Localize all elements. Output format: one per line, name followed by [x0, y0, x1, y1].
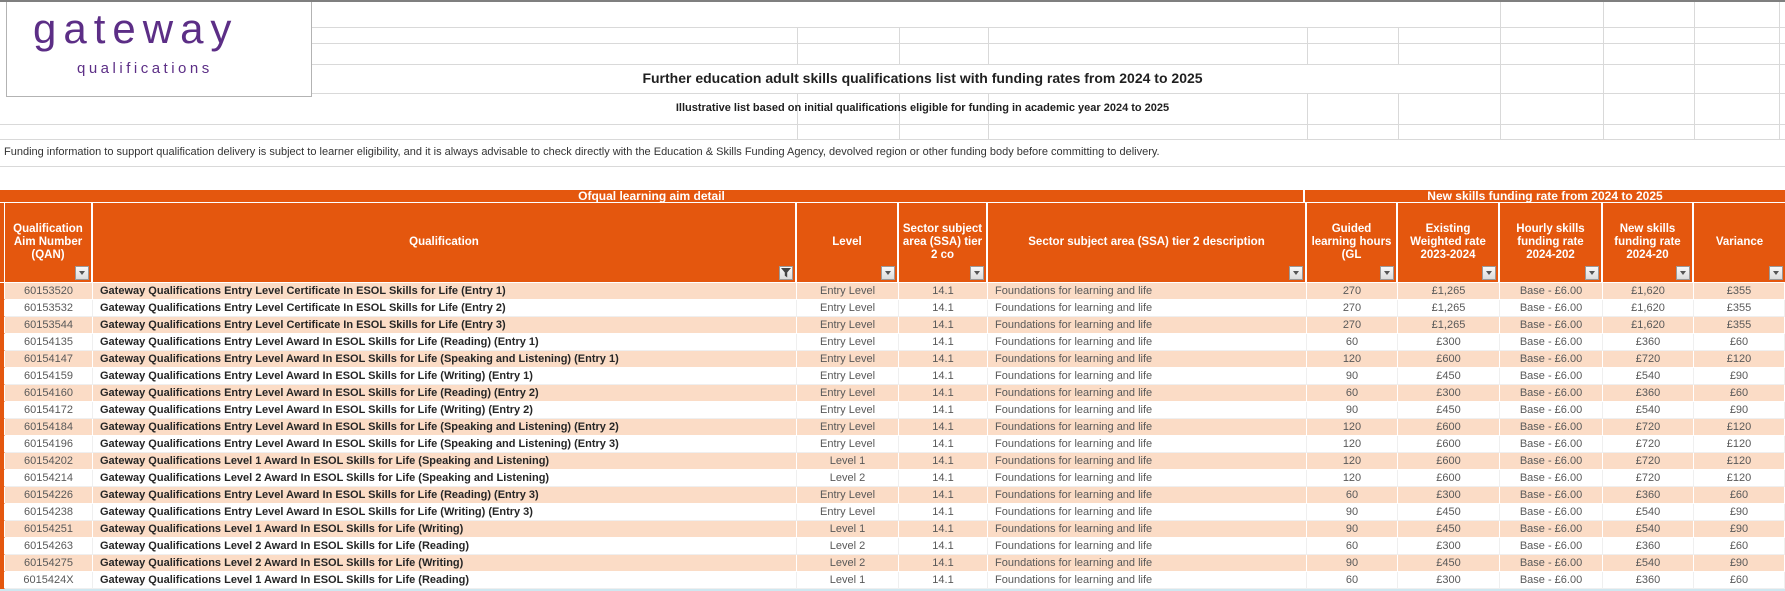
cell-ssa-tier2-code[interactable]: 14.1 — [899, 436, 988, 453]
cell-qan[interactable]: 60154135 — [5, 334, 93, 351]
cell-variance[interactable]: £60 — [1694, 487, 1785, 504]
column-header-level — [797, 203, 899, 282]
cell-variance[interactable]: £355 — [1694, 300, 1785, 317]
cell-ssa-tier2-code[interactable]: 14.1 — [899, 368, 988, 385]
cell-qualification[interactable]: Gateway Qualifications Entry Level Award In ESOL Skills for Life (Speaking and Listening) (Entry 2) — [93, 419, 797, 436]
cell-ssa-tier2-code[interactable]: 14.1 — [899, 538, 988, 555]
filter-button-existing-weighted-rate[interactable] — [1482, 266, 1496, 280]
cell-existing-weighted-rate[interactable]: £600 — [1398, 419, 1500, 436]
cell-guided-learning-hours[interactable]: 60 — [1307, 572, 1398, 589]
table-row — [0, 538, 1785, 555]
cell-qualification[interactable]: Gateway Qualifications Entry Level Award In ESOL Skills for Life (Speaking and Listening) (Entry 1) — [93, 351, 797, 368]
cell-new-skills-funding-rate[interactable]: £1,620 — [1603, 283, 1694, 300]
cell-ssa-tier2-description[interactable]: Foundations for learning and life — [988, 436, 1307, 453]
cell-level[interactable]: Entry Level — [797, 385, 899, 402]
cell-new-skills-funding-rate[interactable]: £540 — [1603, 521, 1694, 538]
cell-hourly-skills-funding-rate[interactable]: Base - £6.00 — [1500, 334, 1603, 351]
cell-hourly-skills-funding-rate[interactable]: Base - £6.00 — [1500, 402, 1603, 419]
table-body — [0, 283, 1785, 589]
table-row — [0, 470, 1785, 487]
cell-qualification[interactable]: Gateway Qualifications Entry Level Award In ESOL Skills for Life (Writing) (Entry 1) — [93, 368, 797, 385]
cell-qan[interactable]: 6015424X — [5, 572, 93, 589]
cell-qualification[interactable]: Gateway Qualifications Entry Level Award In ESOL Skills for Life (Reading) (Entry 1) — [93, 334, 797, 351]
band-new-skills-funding-rate: New skills funding rate from 2024 to 2025 — [1305, 190, 1785, 202]
cell-hourly-skills-funding-rate[interactable]: Base - £6.00 — [1500, 487, 1603, 504]
cell-existing-weighted-rate[interactable]: £1,265 — [1398, 283, 1500, 300]
cell-guided-learning-hours[interactable]: 120 — [1307, 470, 1398, 487]
filter-button-qan[interactable] — [75, 266, 89, 280]
filter-button-ssa-tier2-description[interactable] — [1289, 266, 1303, 280]
cell-guided-learning-hours[interactable]: 120 — [1307, 436, 1398, 453]
table-row — [0, 487, 1785, 504]
table-row — [0, 453, 1785, 470]
cell-level[interactable]: Level 2 — [797, 470, 899, 487]
column-header-label: Variance — [1715, 236, 1764, 248]
cell-ssa-tier2-description[interactable]: Foundations for learning and life — [988, 402, 1307, 419]
cell-existing-weighted-rate[interactable]: £300 — [1398, 334, 1500, 351]
cell-variance[interactable]: £120 — [1694, 453, 1785, 470]
cell-existing-weighted-rate[interactable]: £600 — [1398, 470, 1500, 487]
cell-qan[interactable]: 60154226 — [5, 487, 93, 504]
cell-qualification[interactable]: Gateway Qualifications Entry Level Certificate In ESOL Skills for Life (Entry 2) — [93, 300, 797, 317]
cell-existing-weighted-rate[interactable]: £300 — [1398, 538, 1500, 555]
cell-ssa-tier2-description[interactable]: Foundations for learning and life — [988, 419, 1307, 436]
cell-new-skills-funding-rate[interactable]: £540 — [1603, 402, 1694, 419]
cell-hourly-skills-funding-rate[interactable]: Base - £6.00 — [1500, 521, 1603, 538]
cell-variance[interactable]: £355 — [1694, 317, 1785, 334]
chevron-down-icon — [1384, 271, 1390, 275]
cell-qan[interactable]: 60154184 — [5, 419, 93, 436]
column-header-label: Level — [832, 236, 862, 248]
filter-button-variance[interactable] — [1769, 266, 1783, 280]
cell-new-skills-funding-rate[interactable]: £360 — [1603, 385, 1694, 402]
cell-hourly-skills-funding-rate[interactable]: Base - £6.00 — [1500, 470, 1603, 487]
cell-qualification[interactable]: Gateway Qualifications Level 2 Award In ESOL Skills for Life (Reading) — [93, 538, 797, 555]
cell-level[interactable]: Level 1 — [797, 521, 899, 538]
filter-button-new-skills-funding-rate[interactable] — [1676, 266, 1690, 280]
cell-ssa-tier2-description[interactable]: Foundations for learning and life — [988, 487, 1307, 504]
cell-level[interactable]: Entry Level — [797, 300, 899, 317]
cell-qualification[interactable]: Gateway Qualifications Level 1 Award In ESOL Skills for Life (Reading) — [93, 572, 797, 589]
cell-hourly-skills-funding-rate[interactable]: Base - £6.00 — [1500, 300, 1603, 317]
logo-brand-text: gateway — [33, 5, 239, 52]
cell-variance[interactable]: £120 — [1694, 419, 1785, 436]
cell-guided-learning-hours[interactable]: 270 — [1307, 300, 1398, 317]
cell-hourly-skills-funding-rate[interactable]: Base - £6.00 — [1500, 555, 1603, 572]
cell-variance[interactable]: £60 — [1694, 334, 1785, 351]
page-title: Further education adult skills qualifications list with funding rates from 2024 to 2025 — [642, 70, 1203, 86]
table-row — [0, 555, 1785, 572]
cell-new-skills-funding-rate[interactable]: £360 — [1603, 487, 1694, 504]
chevron-down-icon — [1486, 271, 1492, 275]
cell-ssa-tier2-description[interactable]: Foundations for learning and life — [988, 521, 1307, 538]
chevron-down-icon — [1293, 271, 1299, 275]
cell-ssa-tier2-code[interactable]: 14.1 — [899, 572, 988, 589]
cell-guided-learning-hours[interactable]: 60 — [1307, 487, 1398, 504]
column-header-label: Qualification Aim Number (QAN) — [13, 223, 83, 261]
cell-qan[interactable]: 60154251 — [5, 521, 93, 538]
column-header-label: Sector subject area (SSA) tier 2 co — [902, 223, 983, 261]
cell-guided-learning-hours[interactable]: 60 — [1307, 538, 1398, 555]
funding-disclaimer-note: Funding information to support qualification delivery is subject to learner eligibility, and it is always advisable to check directly with the Education & Skills Funding Agency, devolved region or other funding body before committing to delivery. — [4, 146, 1160, 158]
cell-qualification[interactable]: Gateway Qualifications Level 1 Award In ESOL Skills for Life (Speaking and Listening) — [93, 453, 797, 470]
column-header-ssa-tier2-code — [899, 203, 988, 282]
cell-ssa-tier2-description[interactable]: Foundations for learning and life — [988, 504, 1307, 521]
cell-existing-weighted-rate[interactable]: £450 — [1398, 521, 1500, 538]
chevron-down-icon — [1773, 271, 1779, 275]
cell-variance[interactable]: £90 — [1694, 555, 1785, 572]
cell-qan[interactable]: 60153520 — [5, 283, 93, 300]
chevron-down-icon — [79, 271, 85, 275]
column-header-ssa-tier2-description — [988, 203, 1307, 282]
cell-qualification[interactable]: Gateway Qualifications Entry Level Award In ESOL Skills for Life (Reading) (Entry 3) — [93, 487, 797, 504]
cell-variance[interactable]: £60 — [1694, 385, 1785, 402]
cell-guided-learning-hours[interactable]: 90 — [1307, 402, 1398, 419]
gateway-qualifications-logo — [6, 2, 312, 97]
cell-hourly-skills-funding-rate[interactable]: Base - £6.00 — [1500, 317, 1603, 334]
chevron-down-icon — [974, 271, 980, 275]
cell-existing-weighted-rate[interactable]: £600 — [1398, 453, 1500, 470]
qualifications-table — [0, 190, 1785, 589]
cell-qan[interactable]: 60154275 — [5, 555, 93, 572]
filter-button-hourly-skills-funding-rate[interactable] — [1585, 266, 1599, 280]
column-header-label: Guided learning hours (GL — [1311, 223, 1392, 261]
cell-qualification[interactable]: Gateway Qualifications Entry Level Award In ESOL Skills for Life (Speaking and Listening) (Entry 3) — [93, 436, 797, 453]
cell-level[interactable]: Level 1 — [797, 572, 899, 589]
cell-hourly-skills-funding-rate[interactable]: Base - £6.00 — [1500, 436, 1603, 453]
cell-qan[interactable]: 60153532 — [5, 300, 93, 317]
cell-existing-weighted-rate[interactable]: £1,265 — [1398, 317, 1500, 334]
filter-button-ssa-tier2-code[interactable] — [970, 266, 984, 280]
cell-existing-weighted-rate[interactable]: £600 — [1398, 436, 1500, 453]
cell-qualification[interactable]: Gateway Qualifications Level 2 Award In ESOL Skills for Life (Writing) — [93, 555, 797, 572]
cell-ssa-tier2-description[interactable]: Foundations for learning and life — [988, 572, 1307, 589]
column-header-hourly-skills-funding-rate — [1500, 203, 1603, 282]
cell-qan[interactable]: 60154202 — [5, 453, 93, 470]
cell-guided-learning-hours[interactable]: 60 — [1307, 334, 1398, 351]
cell-ssa-tier2-description[interactable]: Foundations for learning and life — [988, 283, 1307, 300]
cell-guided-learning-hours[interactable]: 120 — [1307, 351, 1398, 368]
cell-variance[interactable]: £60 — [1694, 538, 1785, 555]
header-band-row — [0, 190, 1785, 202]
cell-guided-learning-hours[interactable]: 90 — [1307, 521, 1398, 538]
cell-level[interactable]: Entry Level — [797, 334, 899, 351]
cell-variance[interactable]: £90 — [1694, 402, 1785, 419]
cell-level[interactable]: Entry Level — [797, 368, 899, 385]
cell-level[interactable]: Entry Level — [797, 419, 899, 436]
column-header-label: New skills funding rate 2024-20 — [1614, 223, 1681, 261]
cell-ssa-tier2-description[interactable]: Foundations for learning and life — [988, 470, 1307, 487]
cell-new-skills-funding-rate[interactable]: £720 — [1603, 453, 1694, 470]
cell-level[interactable]: Level 2 — [797, 555, 899, 572]
cell-ssa-tier2-code[interactable]: 14.1 — [899, 487, 988, 504]
column-header-row — [0, 203, 1785, 283]
cell-new-skills-funding-rate[interactable]: £540 — [1603, 368, 1694, 385]
cell-new-skills-funding-rate[interactable]: £720 — [1603, 419, 1694, 436]
cell-ssa-tier2-description[interactable]: Foundations for learning and life — [988, 555, 1307, 572]
cell-ssa-tier2-code[interactable]: 14.1 — [899, 521, 988, 538]
cell-new-skills-funding-rate[interactable]: £720 — [1603, 436, 1694, 453]
cell-ssa-tier2-code[interactable]: 14.1 — [899, 555, 988, 572]
cell-new-skills-funding-rate[interactable]: £1,620 — [1603, 300, 1694, 317]
column-header-qualification — [93, 203, 797, 282]
cell-qan[interactable]: 60154196 — [5, 436, 93, 453]
cell-hourly-skills-funding-rate[interactable]: Base - £6.00 — [1500, 504, 1603, 521]
table-row — [0, 419, 1785, 436]
cell-qualification[interactable]: Gateway Qualifications Entry Level Certificate In ESOL Skills for Life (Entry 1) — [93, 283, 797, 300]
cell-qan[interactable]: 60154263 — [5, 538, 93, 555]
cell-level[interactable]: Entry Level — [797, 317, 899, 334]
cell-existing-weighted-rate[interactable]: £600 — [1398, 351, 1500, 368]
column-header-new-skills-funding-rate — [1603, 203, 1694, 282]
cell-ssa-tier2-code[interactable]: 14.1 — [899, 351, 988, 368]
cell-qan[interactable]: 60153544 — [5, 317, 93, 334]
page-subtitle: Illustrative list based on initial qualifications eligible for funding in academic year 2024 to 2025 — [675, 102, 1170, 114]
column-header-qan — [5, 203, 93, 282]
cell-guided-learning-hours[interactable]: 90 — [1307, 368, 1398, 385]
cell-existing-weighted-rate[interactable]: £450 — [1398, 555, 1500, 572]
table-row — [0, 317, 1785, 334]
filter-button-qualification[interactable] — [779, 266, 793, 280]
cell-ssa-tier2-code[interactable]: 14.1 — [899, 504, 988, 521]
chevron-down-icon — [1680, 271, 1686, 275]
cell-new-skills-funding-rate[interactable]: £720 — [1603, 351, 1694, 368]
cell-existing-weighted-rate[interactable]: £1,265 — [1398, 300, 1500, 317]
cell-qan[interactable]: 60154147 — [5, 351, 93, 368]
table-row — [0, 436, 1785, 453]
cell-ssa-tier2-code[interactable]: 14.1 — [899, 402, 988, 419]
column-header-existing-weighted-rate — [1398, 203, 1500, 282]
cell-level[interactable]: Entry Level — [797, 504, 899, 521]
cell-ssa-tier2-code[interactable]: 14.1 — [899, 334, 988, 351]
cell-qualification[interactable]: Gateway Qualifications Entry Level Award In ESOL Skills for Life (Reading) (Entry 2) — [93, 385, 797, 402]
table-row — [0, 334, 1785, 351]
cell-guided-learning-hours[interactable]: 120 — [1307, 453, 1398, 470]
cell-ssa-tier2-description[interactable]: Foundations for learning and life — [988, 385, 1307, 402]
cell-level[interactable]: Entry Level — [797, 283, 899, 300]
cell-ssa-tier2-code[interactable]: 14.1 — [899, 283, 988, 300]
cell-ssa-tier2-description[interactable]: Foundations for learning and life — [988, 351, 1307, 368]
cell-guided-learning-hours[interactable]: 270 — [1307, 317, 1398, 334]
cell-hourly-skills-funding-rate[interactable]: Base - £6.00 — [1500, 283, 1603, 300]
cell-hourly-skills-funding-rate[interactable]: Base - £6.00 — [1500, 385, 1603, 402]
cell-level[interactable]: Level 2 — [797, 538, 899, 555]
cell-qan[interactable]: 60154238 — [5, 504, 93, 521]
cell-ssa-tier2-code[interactable]: 14.1 — [899, 470, 988, 487]
cell-variance[interactable]: £90 — [1694, 504, 1785, 521]
cell-ssa-tier2-code[interactable]: 14.1 — [899, 300, 988, 317]
cell-level[interactable]: Entry Level — [797, 351, 899, 368]
cell-variance[interactable]: £90 — [1694, 368, 1785, 385]
cell-qualification[interactable]: Gateway Qualifications Level 2 Award In ESOL Skills for Life (Speaking and Listening) — [93, 470, 797, 487]
cell-hourly-skills-funding-rate[interactable]: Base - £6.00 — [1500, 538, 1603, 555]
cell-ssa-tier2-description[interactable]: Foundations for learning and life — [988, 300, 1307, 317]
column-header-label: Hourly skills funding rate 2024-202 — [1516, 223, 1585, 261]
cell-guided-learning-hours[interactable]: 60 — [1307, 385, 1398, 402]
cell-new-skills-funding-rate[interactable]: £1,620 — [1603, 317, 1694, 334]
cell-guided-learning-hours[interactable]: 120 — [1307, 419, 1398, 436]
table-row — [0, 385, 1785, 402]
table-row — [0, 504, 1785, 521]
cell-ssa-tier2-description[interactable]: Foundations for learning and life — [988, 368, 1307, 385]
cell-ssa-tier2-description[interactable]: Foundations for learning and life — [988, 317, 1307, 334]
cell-variance[interactable]: £120 — [1694, 351, 1785, 368]
cell-variance[interactable]: £120 — [1694, 470, 1785, 487]
column-header-guided-learning-hours — [1307, 203, 1398, 282]
cell-variance[interactable]: £355 — [1694, 283, 1785, 300]
cell-level[interactable]: Level 1 — [797, 453, 899, 470]
cell-hourly-skills-funding-rate[interactable]: Base - £6.00 — [1500, 572, 1603, 589]
cell-guided-learning-hours[interactable]: 90 — [1307, 555, 1398, 572]
table-row — [0, 572, 1785, 589]
cell-qualification[interactable]: Gateway Qualifications Entry Level Award In ESOL Skills for Life (Writing) (Entry 2) — [93, 402, 797, 419]
chevron-down-icon — [885, 271, 891, 275]
cell-existing-weighted-rate[interactable]: £450 — [1398, 402, 1500, 419]
cell-qan[interactable]: 60154160 — [5, 385, 93, 402]
table-row — [0, 521, 1785, 538]
column-header-label: Sector subject area (SSA) tier 2 description — [1028, 236, 1265, 248]
cell-new-skills-funding-rate[interactable]: £540 — [1603, 504, 1694, 521]
cell-variance[interactable]: £60 — [1694, 572, 1785, 589]
cell-existing-weighted-rate[interactable]: £450 — [1398, 504, 1500, 521]
cell-hourly-skills-funding-rate[interactable]: Base - £6.00 — [1500, 419, 1603, 436]
cell-qan[interactable]: 60154214 — [5, 470, 93, 487]
band-ofqual-learning-aim-detail: Ofqual learning aim detail — [0, 190, 1305, 202]
cell-variance[interactable]: £90 — [1694, 521, 1785, 538]
cell-ssa-tier2-code[interactable]: 14.1 — [899, 453, 988, 470]
cell-new-skills-funding-rate[interactable]: £720 — [1603, 470, 1694, 487]
cell-ssa-tier2-code[interactable]: 14.1 — [899, 419, 988, 436]
cell-existing-weighted-rate[interactable]: £450 — [1398, 368, 1500, 385]
cell-ssa-tier2-description[interactable]: Foundations for learning and life — [988, 453, 1307, 470]
table-row — [0, 351, 1785, 368]
funnel-icon — [781, 268, 791, 278]
logo-sub-text: qualifications — [77, 60, 213, 77]
column-header-label: Existing Weighted rate 2023-2024 — [1410, 223, 1486, 261]
cell-qualification[interactable]: Gateway Qualifications Entry Level Certificate In ESOL Skills for Life (Entry 3) — [93, 317, 797, 334]
filter-button-guided-learning-hours[interactable] — [1380, 266, 1394, 280]
table-row — [0, 402, 1785, 419]
table-row — [0, 300, 1785, 317]
cell-ssa-tier2-description[interactable]: Foundations for learning and life — [988, 334, 1307, 351]
table-row — [0, 283, 1785, 300]
cell-qualification[interactable]: Gateway Qualifications Entry Level Award In ESOL Skills for Life (Writing) (Entry 3) — [93, 504, 797, 521]
cell-existing-weighted-rate[interactable]: £300 — [1398, 487, 1500, 504]
cell-ssa-tier2-description[interactable]: Foundations for learning and life — [988, 538, 1307, 555]
cell-hourly-skills-funding-rate[interactable]: Base - £6.00 — [1500, 368, 1603, 385]
cell-qualification[interactable]: Gateway Qualifications Level 1 Award In ESOL Skills for Life (Writing) — [93, 521, 797, 538]
cell-new-skills-funding-rate[interactable]: £540 — [1603, 555, 1694, 572]
cell-new-skills-funding-rate[interactable]: £360 — [1603, 572, 1694, 589]
cell-qan[interactable]: 60154159 — [5, 368, 93, 385]
column-header-label: Qualification — [409, 236, 479, 248]
column-header-variance — [1694, 203, 1785, 282]
cell-existing-weighted-rate[interactable]: £300 — [1398, 385, 1500, 402]
chevron-down-icon — [1589, 271, 1595, 275]
cell-guided-learning-hours[interactable]: 90 — [1307, 504, 1398, 521]
cell-ssa-tier2-code[interactable]: 14.1 — [899, 317, 988, 334]
filter-button-level[interactable] — [881, 266, 895, 280]
cell-level[interactable]: Entry Level — [797, 436, 899, 453]
cell-new-skills-funding-rate[interactable]: £360 — [1603, 334, 1694, 351]
cell-guided-learning-hours[interactable]: 270 — [1307, 283, 1398, 300]
cell-hourly-skills-funding-rate[interactable]: Base - £6.00 — [1500, 351, 1603, 368]
cell-hourly-skills-funding-rate[interactable]: Base - £6.00 — [1500, 453, 1603, 470]
cell-level[interactable]: Entry Level — [797, 487, 899, 504]
cell-level[interactable]: Entry Level — [797, 402, 899, 419]
cell-new-skills-funding-rate[interactable]: £360 — [1603, 538, 1694, 555]
cell-existing-weighted-rate[interactable]: £300 — [1398, 572, 1500, 589]
cell-ssa-tier2-code[interactable]: 14.1 — [899, 385, 988, 402]
table-row — [0, 368, 1785, 385]
cell-qan[interactable]: 60154172 — [5, 402, 93, 419]
cell-variance[interactable]: £120 — [1694, 436, 1785, 453]
